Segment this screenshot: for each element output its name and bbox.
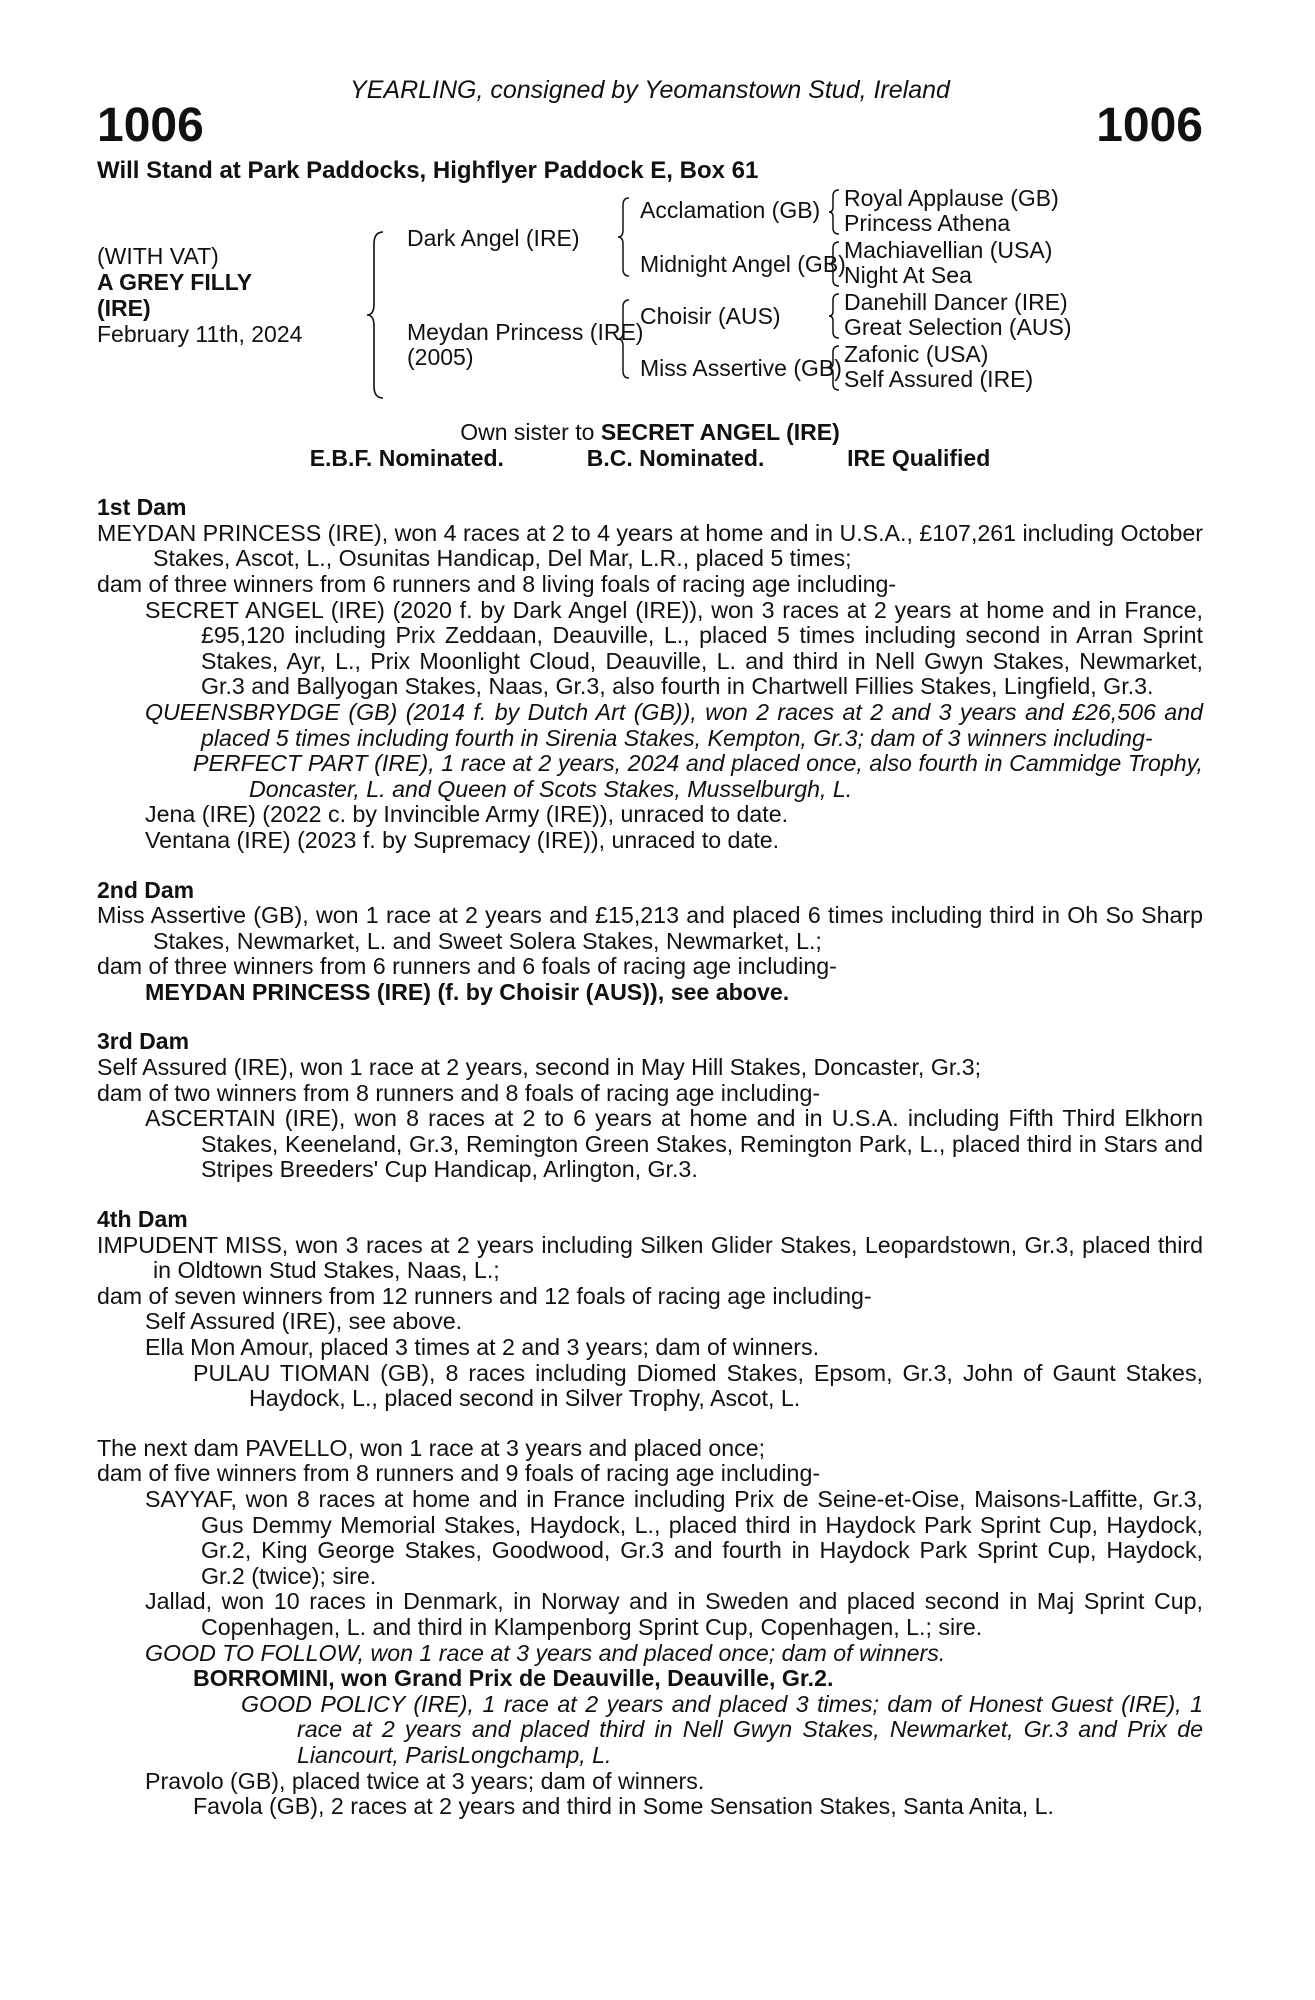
produce-secret-angel: SECRET ANGEL (IRE) (2020 f. by Dark Angel (IRE)), won 3 races at 2 years at home and in France, £95,120 including Prix Zeddaan, Deauville, L., placed 5 times including second in Arran Sprint Stakes, Ayr, L., Prix Moonlight Cloud, Deauville, L. and third in Nell Gwyn Stakes, Newmarket, Gr.3 and Ballyogan Stakes, Naas, Gr.3, also fourth in Chartwell Fillies Stakes, Lingfield, Gr.3.	[145, 596, 1203, 700]
dam-dam-dam: Self Assured (IRE)	[844, 366, 1034, 392]
sire-sire-sire: Royal Applause (GB)	[844, 185, 1059, 211]
produce-sayyaf: SAYYAF, won 8 races at home and in France including Prix de Seine-et-Oise, Maisons-Laffitte, Gr.3, Gus Demmy Memorial Stakes, Haydock, L., placed third in Haydock Park Sprint Cup, Haydock, Gr.2, King George Stakes, Goodwood, Gr.3 and fourth in Haydock Park Sprint Cup, Haydock, Gr.2 (twice); sire.	[145, 1485, 1203, 1589]
catalogue-page	[97, 78, 1203, 1820]
second-dam-record: Miss Assertive (GB), won 1 race at 2 years and £15,213 and placed 6 times including third in Oh So Sharp Stakes, Newmarket, L. and Sweet Solera Stakes, Newmarket, L.;	[97, 902, 1203, 954]
third-dam-section	[97, 1029, 1203, 1183]
second-dam-section	[97, 878, 1203, 1006]
own-sister-note: Own sister to SECRET ANGEL (IRE)	[460, 419, 840, 445]
second-dam-produce: dam of three winners from 6 runners and 6 foals of racing age including-	[97, 953, 837, 980]
pedigree-brace	[365, 230, 387, 400]
consignor-line: YEARLING, consigned by Yeomanstown Stud, Ireland	[350, 76, 950, 104]
sire-sire-dam: Princess Athena	[844, 210, 1011, 236]
produce-ventana: Ventana (IRE) (2023 f. by Supremacy (IRE)), unraced to date.	[145, 826, 780, 853]
second-dam-heading: 2nd Dam	[97, 876, 195, 903]
produce-meydan-princess: MEYDAN PRINCESS (IRE) (f. by Choisir (AUS)), see above.	[145, 978, 790, 1005]
foaling-date: February 11th, 2024	[97, 321, 303, 347]
first-dam-record: MEYDAN PRINCESS (IRE), won 4 races at 2 to 4 years at home and in U.S.A., £107,261 including October Stakes, Ascot, L., Osunitas Handicap, Del Mar, L.R., placed 5 times;	[97, 519, 1203, 572]
nomination-line	[97, 446, 1203, 472]
produce-ella-mon-amour: Ella Mon Amour, placed 3 times at 2 and 3 years; dam of winners.	[145, 1334, 820, 1360]
next-dam-section	[97, 1436, 1203, 1820]
fourth-dam-section	[97, 1207, 1203, 1412]
lot-number-left: 1006	[97, 99, 204, 152]
dd-brace	[827, 344, 841, 392]
sire-dam: Midnight Angel (GB)	[640, 251, 846, 277]
produce-good-policy: GOOD POLICY (IRE), 1 race at 2 years and placed 3 times; dam of Honest Guest (IRE), 1 race at 2 years and placed third in Nell Gwyn Stakes, Newmarket, Gr.3 and Prix de Liancourt, ParisLongchamp, L.	[241, 1690, 1203, 1768]
ire-qualified: IRE Qualified	[847, 444, 991, 471]
lot-number-right: 1006	[1096, 99, 1203, 152]
produce-ascertain: ASCERTAIN (IRE), won 8 races at 2 to 6 years at home and in U.S.A. including Fifth Third Elkhorn Stakes, Keeneland, Gr.3, Remington Green Stakes, Remington Park, L., placed third in Stars and Stripes Breeders' Cup Handicap, Arlington, Gr.3.	[145, 1105, 1203, 1183]
sire-sire: Acclamation (GB)	[640, 197, 821, 223]
dam-sire: Choisir (AUS)	[640, 303, 781, 329]
next-dam-produce: dam of five winners from 8 runners and 9 foals of racing age including-	[97, 1460, 821, 1487]
dam-sire-dam: Great Selection (AUS)	[844, 314, 1072, 340]
fourth-dam-heading: 4th Dam	[97, 1206, 188, 1233]
first-dam-heading: 1st Dam	[97, 494, 187, 521]
dam-year: (2005)	[407, 344, 474, 370]
dam-dam-sire: Zafonic (USA)	[844, 341, 989, 367]
third-dam-heading: 3rd Dam	[97, 1028, 190, 1055]
dam: Meydan Princess (IRE)	[407, 319, 644, 345]
sire-brace	[616, 196, 632, 278]
third-dam-produce: dam of two winners from 8 runners and 8 foals of racing age including-	[97, 1079, 821, 1106]
sire-dam-sire: Machiavellian (USA)	[844, 237, 1053, 263]
horse-name: A GREY FILLY	[97, 269, 253, 295]
ss-brace	[827, 188, 841, 236]
bc-nominated: B.C. Nominated.	[586, 444, 765, 471]
produce-favola: Favola (GB), 2 races at 2 years and third in Some Sensation Stakes, Santa Anita, L.	[193, 1793, 1054, 1820]
produce-jallad: Jallad, won 10 races in Denmark, in Norway and in Sweden and placed second in Maj Sprint Cup, Copenhagen, L. and third in Klampenborg Sprint Cup, Copenhagen, L.; sire.	[145, 1588, 1203, 1640]
produce-good-to-follow: GOOD TO FOLLOW, won 1 race at 3 years and placed once; dam of winners.	[145, 1639, 946, 1666]
fourth-dam-produce: dam of seven winners from 12 runners and 12 foals of racing age including-	[97, 1282, 872, 1309]
sire: Dark Angel (IRE)	[407, 225, 580, 251]
produce-perfect-part: PERFECT PART (IRE), 1 race at 2 years, 2024 and placed once, also fourth in Cammidge Trophy, Doncaster, L. and Queen of Scots Stakes, Musselburgh, L.	[193, 750, 1203, 802]
dam-sire-sire: Danehill Dancer (IRE)	[844, 289, 1068, 315]
first-dam-section	[97, 495, 1203, 853]
produce-jena: Jena (IRE) (2022 c. by Invincible Army (IRE)), unraced to date.	[145, 801, 789, 828]
produce-borromini: BORROMINI, won Grand Prix de Deauville, Deauville, Gr.2.	[193, 1665, 834, 1692]
first-dam-produce: dam of three winners from 6 runners and 8 living foals of racing age including-	[97, 570, 897, 597]
lot-number-row	[97, 96, 1203, 156]
third-dam-record: Self Assured (IRE), won 1 race at 2 years, second in May Hill Stakes, Doncaster, Gr.3;	[97, 1054, 982, 1081]
produce-self-assured: Self Assured (IRE), see above.	[145, 1308, 463, 1335]
vat-label: (WITH VAT)	[97, 243, 219, 269]
sd-brace	[827, 240, 841, 288]
sire-dam-dam: Night At Sea	[844, 262, 972, 288]
dam-brace	[616, 298, 632, 380]
pedigree-table	[97, 185, 1203, 420]
produce-queensbrydge: QUEENSBRYDGE (GB) (2014 f. by Dutch Art (GB)), won 2 races at 2 and 3 years and £26,506 and placed 5 times including fourth in Sirenia Stakes, Kempton, Gr.3; dam of 3 winners including-	[145, 698, 1203, 751]
next-dam-record: The next dam PAVELLO, won 1 race at 3 years and placed once;	[97, 1434, 766, 1461]
ebf-nominated: E.B.F. Nominated.	[309, 444, 504, 471]
produce-pulau-tioman: PULAU TIOMAN (GB), 8 races including Diomed Stakes, Epsom, Gr.3, John of Gaunt Stakes, Haydock, L., placed second in Silver Trophy, Ascot, L.	[193, 1359, 1203, 1412]
produce-pravolo: Pravolo (GB), placed twice at 3 years; dam of winners.	[145, 1767, 705, 1794]
horse-name-origin: (IRE)	[97, 295, 151, 321]
fourth-dam-record: IMPUDENT MISS, won 3 races at 2 years including Silken Glider Stakes, Leopardstown, Gr.3, placed third in Oldtown Stud Stakes, Naas, L.;	[97, 1231, 1203, 1284]
ds-brace	[827, 292, 841, 340]
own-sister-name: SECRET ANGEL (IRE)	[600, 419, 840, 445]
stabling-location: Will Stand at Park Paddocks, Highflyer Paddock E, Box 61	[97, 157, 759, 184]
dam-dam: Miss Assertive (GB)	[640, 355, 842, 381]
